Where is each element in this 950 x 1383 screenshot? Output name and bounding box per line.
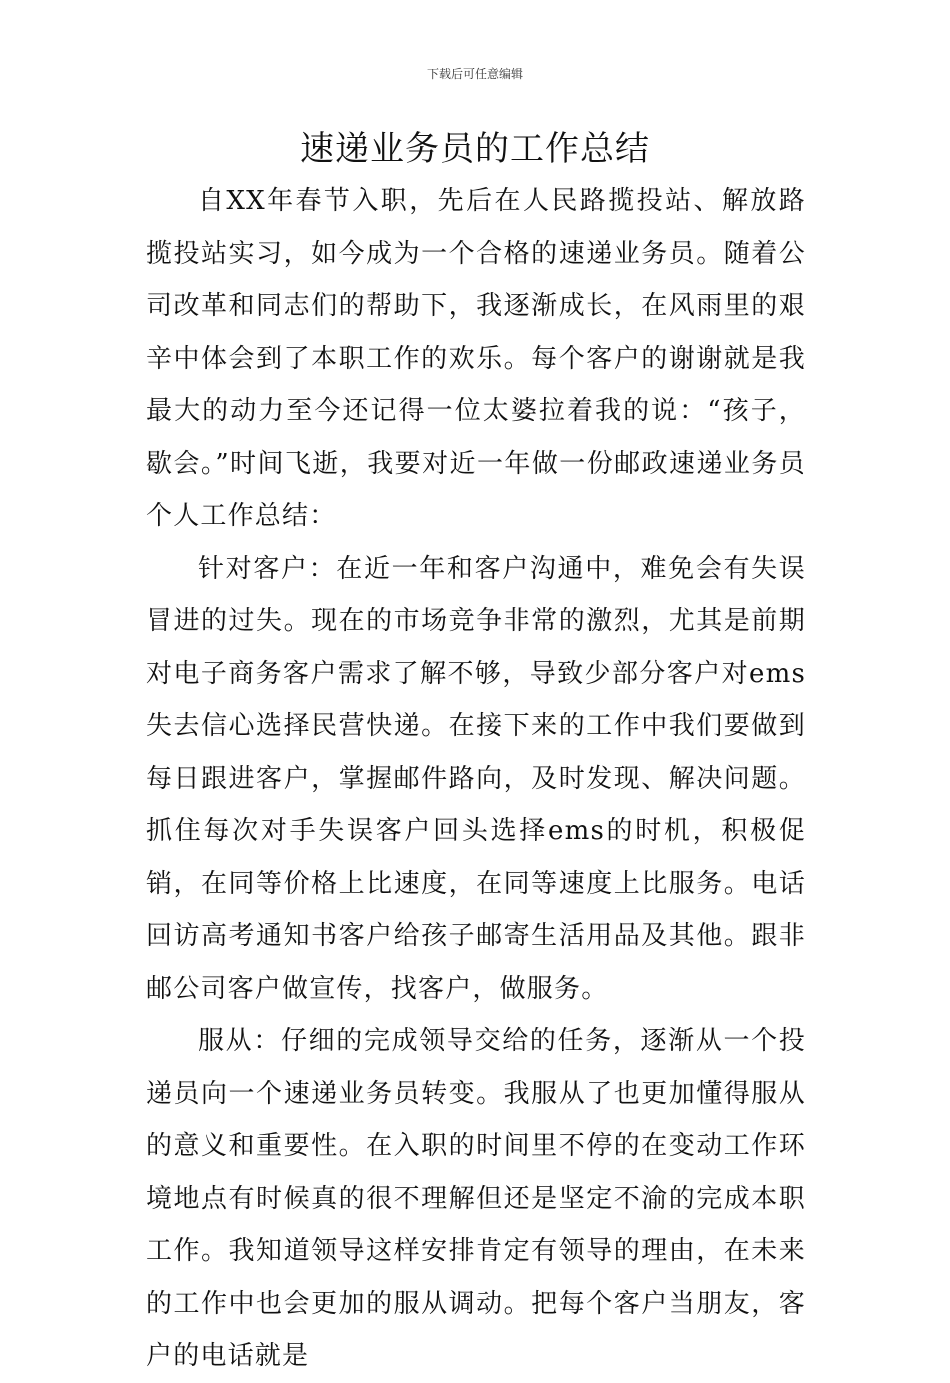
paragraph-customers: 针对客户：在近一年和客户沟通中，难免会有失误冒进的过失。现在的市场竞争非常的激烈，尤其是前期对电子商务客户需求了解不够，导致少部分客户对ems失去信心选择民营快递。在接下来的工作中我们要做到每日跟进客户，掌握邮件路向，及时发现、解决问题。抓住每次对手失误客户回头选择ems的时机，积极促销，在同等价格上比速度，在同等速度上比服务。电话回访高考通知书客户给孩子邮寄生活用品及其他。跟非邮公司客户做宣传，找客户，做服务。 <box>146 553 806 1004</box>
document-body <box>146 175 806 1383</box>
document-title: 速递业务员的工作总结 <box>300 129 650 169</box>
header-note: 下载后可任意编辑 <box>426 67 523 81</box>
paragraph-intro: 自XX年春节入职，先后在人民路揽投站、解放路揽投站实习，如今成为一个合格的速递业务员。随着公司改革和同志们的帮助下，我逐渐成长，在风雨里的艰辛中体会到了本职工作的欢乐。每个客户的谢谢就是我最大的动力至今还记得一位太婆拉着我的说：“孩子，歇会。”时间飞逝，我要对近一年做一份邮政速递业务员个人工作总结： <box>146 186 806 531</box>
paragraph-obedience: 服从：仔细的完成领导交给的任务，逐渐从一个投递员向一个速递业务员转变。我服从了也更加懂得服从的意义和重要性。在入职的时间里不停的在变动工作环境地点有时候真的很不理解但还是坚定不渝的完成本职工作。我知道领导这样安排肯定有领导的理由，在未来的工作中也会更加的服从调动。把每个客户当朋友，客户的电话就是 <box>146 1026 806 1371</box>
